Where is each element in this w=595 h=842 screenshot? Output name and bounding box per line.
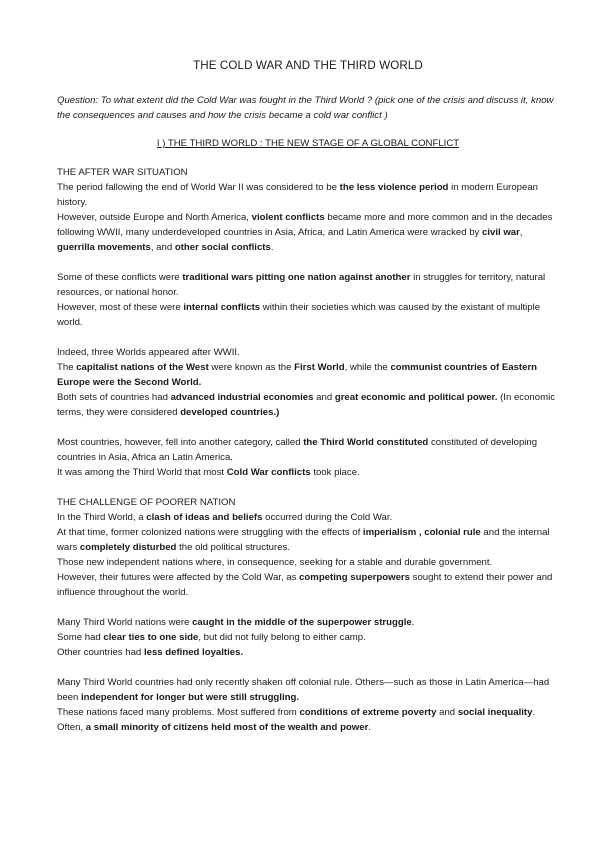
bold-text: guerrilla movements (57, 242, 151, 253)
paragraph (57, 675, 559, 705)
paragraph (57, 390, 559, 420)
text-run: Often, (57, 722, 86, 733)
text-run: , but did not fully belong to either camp. (198, 632, 366, 643)
paragraph (57, 630, 559, 645)
text-run: constituted of developing countries in Asia, Africa an Latin America. (57, 437, 538, 463)
paragraph (57, 555, 559, 570)
bold-text: internal conflicts (183, 302, 261, 313)
bold-text: imperialism , colonial rule (362, 527, 481, 538)
bold-text: competing superpowers (299, 572, 410, 583)
question-text: Question: To what extent did the Cold War was fought in the Third World ? (pick one of the crisis and discuss it, know the consequences and causes and how the crisis became a cold war conflict ) (57, 95, 554, 121)
bold-text: independent for longer but were still struggling. (81, 692, 300, 703)
bold-text: advanced industrial economies (170, 392, 314, 403)
bold-text: caught in the middle of the superpower struggle (192, 617, 412, 628)
text-run: However, outside Europe and North America, (57, 212, 252, 223)
paragraph (57, 270, 559, 300)
text-run: The period fallowing the end of World War II was considered to be (57, 182, 340, 193)
text-run: Many Third World countries had only recently shaken off colonial rule. Others—such as those in Latin America—had been (57, 677, 550, 703)
text-run: in struggles for territory, natural resources, or national honor. (57, 272, 546, 298)
paragraph (57, 525, 559, 555)
bold-text: great economic and political power. (334, 392, 498, 403)
text-run: were known as the (208, 362, 295, 373)
text-run: sought to extend their power and influence throughout the world. (57, 572, 553, 598)
text-run: Some of these conflicts were (57, 272, 183, 283)
paragraph (57, 345, 559, 360)
bold-text: a small minority of citizens held most of the wealth and power (85, 722, 369, 733)
paragraph (57, 465, 559, 480)
text-run: In the Third World, a (57, 512, 147, 523)
text-run: . (532, 707, 536, 718)
paragraph (57, 510, 559, 525)
page-title: THE COLD WAR AND THE THIRD WORLD (193, 59, 423, 72)
text-run: Most countries, however, fell into another category, called (57, 437, 304, 448)
text-run: . (411, 617, 415, 628)
bold-text: completely disturbed (79, 542, 177, 553)
paragraph (57, 570, 559, 600)
text-run: Indeed, three Worlds appeared after WWII. (57, 347, 240, 358)
paragraph (57, 180, 559, 210)
bold-text: the less violence period (339, 182, 449, 193)
text-run: (In economic terms, they were considered (57, 392, 556, 418)
paragraph (57, 615, 559, 630)
text-run: Some had (57, 632, 104, 643)
paragraph (57, 435, 559, 465)
bold-text: the Third World constituted (303, 437, 429, 448)
text-run: The (57, 362, 77, 373)
text-run: Both sets of countries had (57, 392, 171, 403)
text-run: These nations faced many problems. Most suffered from (57, 707, 300, 718)
bold-text: other social conflicts (174, 242, 271, 253)
bold-text: Cold War conflicts (226, 467, 311, 478)
paragraph (57, 300, 559, 330)
text-run: became more and more common and in the decades following WWII, many underdeveloped countries in Asia, Africa, and Latin America were wracked by (57, 212, 553, 238)
text-run: However, most of these were (57, 302, 184, 313)
paragraph (57, 360, 559, 390)
text-run: in modern European history. (57, 182, 539, 208)
bold-text: First World (294, 362, 345, 373)
text-run: Many Third World nations were (57, 617, 193, 628)
text-run: It was among the Third World that most (57, 467, 227, 478)
text-run: At that time, former colonized nations were struggling with the effects of (57, 527, 363, 538)
text-run: , while the (344, 362, 391, 373)
bold-text: conditions of extreme poverty (299, 707, 437, 718)
text-run: . (368, 722, 371, 733)
paragraph (57, 720, 559, 735)
bold-text: violent conflicts (251, 212, 325, 223)
paragraph (57, 210, 559, 255)
text-run: Those new independent nations where, in consequence, seeking for a stable and durable government. (57, 557, 493, 568)
bold-text: clear ties to one side (103, 632, 199, 643)
bold-text: civil war (482, 227, 520, 238)
text-run: , and (150, 242, 175, 253)
bold-text: developed countries.) (180, 407, 280, 418)
paragraph (57, 645, 559, 660)
subheading-challenge: THE CHALLENGE OF POORER NATION (57, 497, 236, 508)
text-run: However, their futures were affected by the Cold War, as (57, 572, 300, 583)
bold-text: capitalist nations of the West (76, 362, 209, 373)
section-heading: I ) THE THIRD WORLD : THE NEW STAGE OF A GLOBAL CONFLICT (156, 138, 460, 149)
text-run: and the internal wars (57, 527, 550, 553)
bold-text: less defined loyalties. (143, 647, 244, 658)
text-run: , (519, 227, 523, 238)
bold-text: clash of ideas and beliefs (146, 512, 263, 523)
text-run: . (270, 242, 274, 253)
text-run: Other countries had (57, 647, 144, 658)
text-run: and (313, 392, 335, 403)
text-run: took place. (310, 467, 360, 478)
text-run: the old political structures. (176, 542, 291, 553)
text-run: and (436, 707, 458, 718)
paragraph (57, 705, 559, 720)
text-run: within their societies which was caused by the existant of multiple world. (57, 302, 541, 328)
subheading-after-war: THE AFTER WAR SITUATION (57, 167, 188, 178)
text-run: occurred during the Cold War. (262, 512, 393, 523)
bold-text: communist countries of Eastern Europe were the Second World. (57, 362, 538, 388)
bold-text: social inequality (457, 707, 533, 718)
bold-text: traditional wars pitting one nation against another (182, 272, 411, 283)
